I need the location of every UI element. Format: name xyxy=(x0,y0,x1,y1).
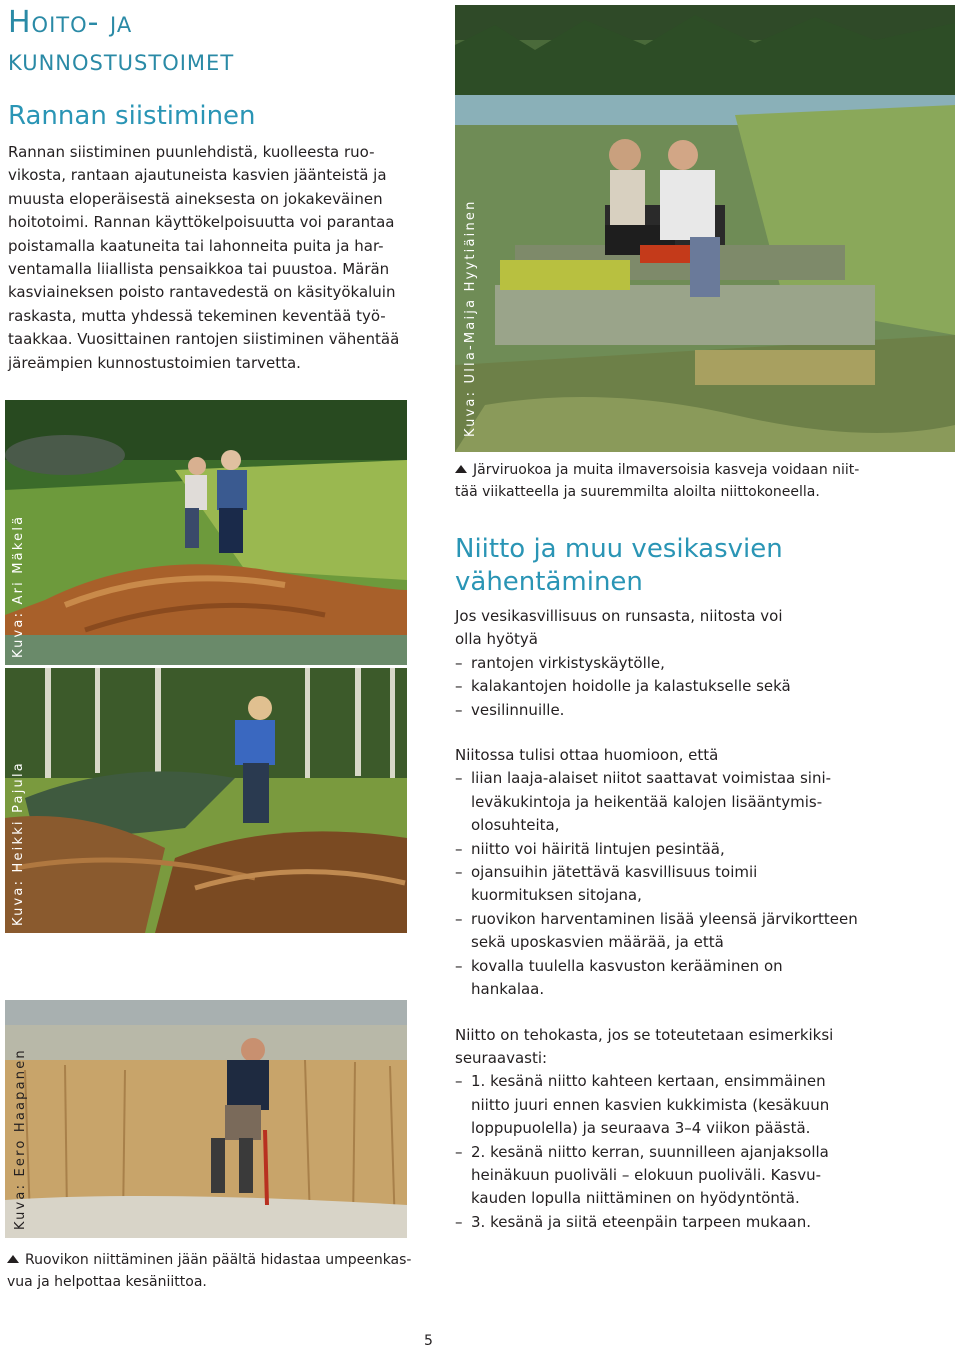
section-2-title xyxy=(455,533,955,599)
body-line: järeämpien kunnostustoimien tarvetta. xyxy=(8,353,301,372)
body-line: Jos vesikasvillisuus on runsasta, niitosta voi xyxy=(455,607,783,625)
caption-text: Järviruokoa ja muita ilmaversoisia kasveja voidaan niit- xyxy=(473,462,860,478)
schedule-item-continued: loppupuolella) ja seuraava 3–4 viikon päästä. xyxy=(471,1119,811,1138)
section-2-body xyxy=(455,605,955,1234)
caution-item-continued: sekä uposkasvien määrää, ja että xyxy=(471,933,724,952)
section-2-title-line-1: Niitto ja muu vesikasvien xyxy=(455,534,783,564)
section-2-title-line-2: vähentäminen xyxy=(455,567,643,597)
photo-tarp-dragging xyxy=(5,668,407,933)
body-line: vikosta, rantaan ajautuneista kasvien jäänteistä ja xyxy=(8,166,387,185)
schedule-item: – 2. kesänä niitto kerran, suunnilleen ajanjaksolla xyxy=(455,1141,955,1164)
caution-item-continued: olosuhteita, xyxy=(471,816,560,835)
schedule-intro: seuraavasti: xyxy=(455,1048,548,1067)
caption-text: Ruovikon niittäminen jään päältä hidastaa umpeenkas- xyxy=(25,1252,412,1268)
body-line: olla hyötyä xyxy=(455,630,538,649)
body-line: poistamalla kaatuneita tai lahonneita puita ja har- xyxy=(8,236,384,255)
benefit-item: – kalakantojen hoidolle ja kalastukselle sekä xyxy=(455,675,955,698)
chapter-heading xyxy=(8,4,428,80)
caution-item: – ruovikon harventaminen lisää yleensä järvikortteen xyxy=(455,908,955,931)
caption-line: vua ja helpottaa kesäniittoa. xyxy=(7,1274,207,1290)
schedule-item-continued: kauden lopulla niittäminen on hyödyntöntä. xyxy=(471,1189,800,1208)
body-line: muusta eloperäisestä aineksesta on jokakeväinen xyxy=(8,189,383,208)
body-line: ventamalla liiallista pensaikkoa tai puustoa. Märän xyxy=(8,260,390,279)
body-line: hoitotoimi. Rannan käyttökelpoisuutta voi parantaa xyxy=(8,213,395,232)
caution-item: – liian laaja-alaiset niitot saattavat voimistaa sini- xyxy=(455,767,955,790)
caution-item: – kovalla tuulella kasvuston kerääminen on xyxy=(455,955,955,978)
chapter-heading-line-2: kunnostustoimet xyxy=(8,43,235,78)
body-line: taakkaa. Vuosittainen rantojen siistiminen vähentää xyxy=(8,330,400,349)
body-line: raskasta, mutta yhdessä tekeminen keventää työ- xyxy=(8,306,386,325)
benefit-item: – vesilinnuille. xyxy=(455,699,955,722)
schedule-item-continued: niitto juuri ennen kasvien kukkimista (kesäkuun xyxy=(471,1095,830,1114)
schedule-item: – 3. kesänä ja siitä eteenpäin tarpeen mukaan. xyxy=(455,1211,955,1234)
caption-line xyxy=(7,1249,412,1271)
photo-credit-reeds: Kuva: Ari Mäkelä xyxy=(11,514,26,658)
section-title-rannan-siistiminen: Rannan siistiminen xyxy=(8,101,256,131)
caption-mowing xyxy=(455,459,955,503)
body-line: Rannan siistiminen puunlehdistä, kuolleesta ruo- xyxy=(8,143,375,161)
page-number: 5 xyxy=(424,1333,433,1349)
body-line: kasviaineksen poisto rantavedestä on käsityökaluin xyxy=(8,283,396,302)
photo-ice-cutting xyxy=(5,1000,407,1238)
chapter-heading-line-1: Hoito- ja xyxy=(8,5,133,40)
caution-intro: Niitossa tulisi ottaa huomioon, että xyxy=(455,746,719,765)
photo-credit-tarp: Kuva: Heikki Pajula xyxy=(11,761,26,926)
section-1-body xyxy=(8,141,418,375)
caption-arrow-icon xyxy=(7,1255,19,1263)
caption-line xyxy=(455,459,955,481)
caution-item: – ojansuihin jätettävä kasvillisuus toimii xyxy=(455,861,955,884)
caution-item-continued: hankalaa. xyxy=(471,980,545,999)
caution-item-continued: leväkukintoja ja heikentää kalojen lisääntymis- xyxy=(471,792,823,811)
photo-mowing-boat xyxy=(455,5,955,452)
schedule-intro: Niitto on tehokasta, jos se toteutetaan esimerkiksi xyxy=(455,1025,834,1044)
benefit-item: – rantojen virkistyskäytölle, xyxy=(455,652,955,675)
photo-credit-ice: Kuva: Eero Haapanen xyxy=(13,1048,28,1230)
caption-arrow-icon xyxy=(455,465,467,473)
photo-reed-raking xyxy=(5,400,407,665)
photo-credit-mower: Kuva: Ulla-Maija Hyytiäinen xyxy=(463,199,478,437)
schedule-item: – 1. kesänä niitto kahteen kertaan, ensimmäinen xyxy=(455,1070,955,1093)
schedule-item-continued: heinäkuun puoliväli – elokuun puoliväli. Kasvu- xyxy=(471,1165,822,1184)
caution-item: – niitto voi häiritä lintujen pesintää, xyxy=(455,838,955,861)
caution-item-continued: kuormituksen sitojana, xyxy=(471,886,642,905)
caption-line: tää viikatteella ja suuremmilta aloilta niittokoneella. xyxy=(455,484,820,500)
caption-ice xyxy=(7,1249,412,1293)
